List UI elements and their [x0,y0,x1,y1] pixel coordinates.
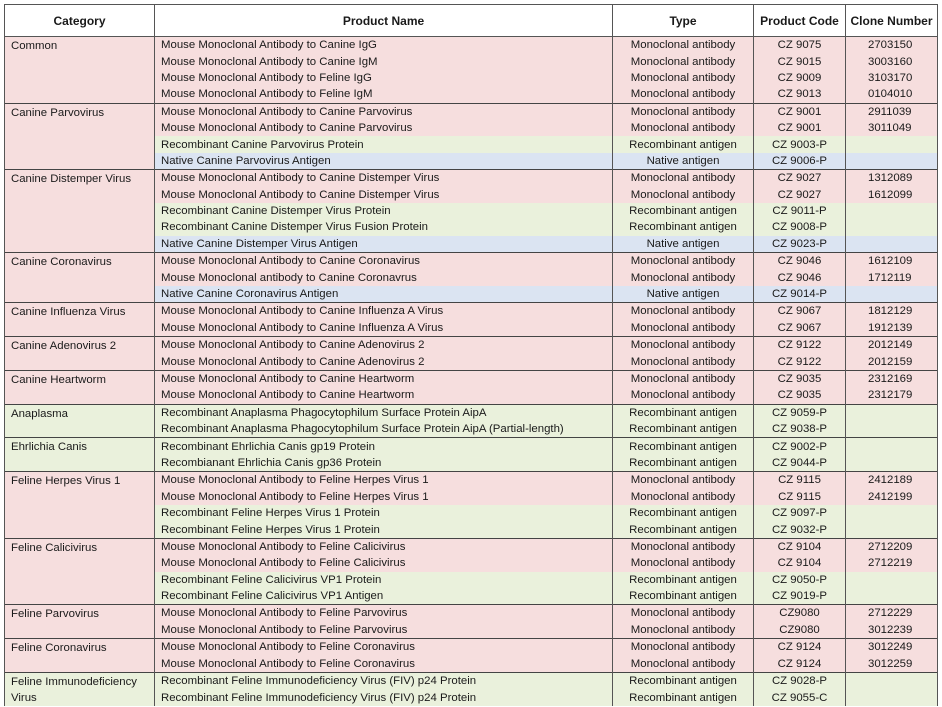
product-code-cell: CZ9080 [754,622,846,639]
clone-number-cell: 1812129 [846,303,938,320]
product-code-cell: CZ 9044-P [754,455,846,472]
clone-number-cell [846,572,938,588]
table-row [5,337,938,354]
product-code-cell: CZ 9059-P [754,404,846,421]
product-name-cell: Recombinant Canine Distemper Virus Protein [155,203,613,219]
product-name-cell: Recombinant Feline Calicivirus VP1 Antigen [155,588,613,605]
clone-number-cell: 3003160 [846,53,938,69]
product-code-cell: CZ 9122 [754,337,846,354]
product-code-cell: CZ 9027 [754,170,846,187]
type-cell: Recombinant antigen [613,505,754,521]
product-code-cell: CZ 9050-P [754,572,846,588]
clone-number-cell [846,672,938,689]
product-name-cell: Mouse Monoclonal Antibody to Canine Parvovirus [155,120,613,136]
product-name-cell: Recombinant Feline Immunodeficiency Virus (FIV) p24 Protein [155,689,613,706]
product-name-cell: Recombinant Ehrlichia Canis gp19 Protein [155,438,613,455]
type-cell: Native antigen [613,153,754,170]
table-row [5,303,938,320]
type-cell: Monoclonal antibody [613,103,754,120]
table-row [5,37,938,54]
product-code-cell: CZ 9067 [754,303,846,320]
type-cell: Recombinant antigen [613,136,754,152]
type-cell: Monoclonal antibody [613,253,754,270]
clone-number-cell: 2312169 [846,370,938,387]
header-category: Category [5,5,155,37]
type-cell: Recombinant antigen [613,219,754,235]
clone-number-cell [846,521,938,538]
type-cell: Native antigen [613,236,754,253]
clone-number-cell [846,136,938,152]
clone-number-cell: 3011049 [846,120,938,136]
product-code-cell: CZ 9075 [754,37,846,54]
product-code-cell: CZ 9032-P [754,521,846,538]
product-code-cell: CZ 9104 [754,538,846,555]
product-name-cell: Mouse Monoclonal Antibody to Canine Parvovirus [155,103,613,120]
product-code-cell: CZ 9124 [754,655,846,672]
type-cell: Recombinant antigen [613,421,754,438]
product-code-cell: CZ 9046 [754,253,846,270]
product-name-cell: Mouse Monoclonal Antibody to Canine Heartworm [155,370,613,387]
product-name-cell: Mouse Monoclonal Antibody to Canine IgG [155,37,613,54]
product-name-cell: Mouse Monoclonal Antibody to Canine Coronavirus [155,253,613,270]
product-code-cell: CZ 9122 [754,353,846,370]
product-name-cell: Mouse Monoclonal Antibody to Canine Influenza A Virus [155,303,613,320]
product-code-cell: CZ 9001 [754,103,846,120]
clone-number-cell [846,286,938,303]
type-cell: Monoclonal antibody [613,538,754,555]
header-clone-number: Clone Number [846,5,938,37]
category-cell: Anaplasma [5,404,155,438]
table-row [5,605,938,622]
type-cell: Monoclonal antibody [613,387,754,404]
table-row [5,438,938,455]
clone-number-cell: 3012259 [846,655,938,672]
category-cell: Canine Heartworm [5,370,155,404]
product-name-cell: Mouse Monoclonal Antibody to Canine Influenza A Virus [155,320,613,337]
clone-number-cell [846,438,938,455]
header-product-name: Product Name [155,5,613,37]
type-cell: Monoclonal antibody [613,269,754,285]
product-name-cell: Mouse Monoclonal Antibody to Feline Parvovirus [155,605,613,622]
product-name-cell: Mouse Monoclonal Antibody to Feline IgM [155,86,613,103]
clone-number-cell: 1612099 [846,187,938,203]
product-code-cell: CZ 9038-P [754,421,846,438]
product-code-cell: CZ 9104 [754,555,846,571]
product-name-cell: Mouse Monoclonal Antibody to Canine Distemper Virus [155,170,613,187]
type-cell: Monoclonal antibody [613,622,754,639]
clone-number-cell: 2712229 [846,605,938,622]
product-code-cell: CZ 9115 [754,472,846,489]
product-code-cell: CZ 9115 [754,489,846,505]
product-name-cell: Mouse Monoclonal Antibody to Canine IgM [155,53,613,69]
product-name-cell: Recombinant Feline Herpes Virus 1 Protein [155,521,613,538]
clone-number-cell [846,219,938,235]
clone-number-cell: 1712119 [846,269,938,285]
clone-number-cell: 3012239 [846,622,938,639]
clone-number-cell: 2911039 [846,103,938,120]
clone-number-cell: 3103170 [846,70,938,86]
type-cell: Recombinant antigen [613,438,754,455]
type-cell: Recombinant antigen [613,521,754,538]
product-code-cell: CZ 9002-P [754,438,846,455]
product-code-cell: CZ 9008-P [754,219,846,235]
category-cell: Ehrlichia Canis [5,438,155,472]
clone-number-cell [846,455,938,472]
table-row [5,672,938,689]
type-cell: Monoclonal antibody [613,639,754,656]
category-cell: Canine Adenovirus 2 [5,337,155,371]
product-name-cell: Native Canine Parvovirus Antigen [155,153,613,170]
clone-number-cell: 2712219 [846,555,938,571]
category-cell: Canine Parvovirus [5,103,155,170]
category-cell: Canine Influenza Virus [5,303,155,337]
table-row [5,639,938,656]
product-name-cell: Recombianant Ehrlichia Canis gp36 Protein [155,455,613,472]
product-code-cell: CZ 9009 [754,70,846,86]
type-cell: Monoclonal antibody [613,605,754,622]
clone-number-cell: 1912139 [846,320,938,337]
product-code-cell: CZ9080 [754,605,846,622]
clone-number-cell [846,421,938,438]
product-name-cell: Mouse Monoclonal Antibody to Canine Adenovirus 2 [155,353,613,370]
product-code-cell: CZ 9035 [754,370,846,387]
product-name-cell: Native Canine Distemper Virus Antigen [155,236,613,253]
clone-number-cell [846,153,938,170]
product-code-cell: CZ 9035 [754,387,846,404]
type-cell: Monoclonal antibody [613,187,754,203]
product-code-cell: CZ 9028-P [754,672,846,689]
clone-number-cell: 2712209 [846,538,938,555]
type-cell: Recombinant antigen [613,672,754,689]
type-cell: Monoclonal antibody [613,303,754,320]
product-name-cell: Mouse Monoclonal antibody to Canine Coronavrus [155,269,613,285]
clone-number-cell [846,404,938,421]
product-table [4,4,938,706]
type-cell: Monoclonal antibody [613,370,754,387]
product-name-cell: Mouse Monoclonal Antibody to Feline IgG [155,70,613,86]
type-cell: Recombinant antigen [613,572,754,588]
product-name-cell: Recombinant Feline Calicivirus VP1 Protein [155,572,613,588]
clone-number-cell [846,505,938,521]
clone-number-cell [846,236,938,253]
product-name-cell: Mouse Monoclonal Antibody to Feline Coronavirus [155,639,613,656]
type-cell: Monoclonal antibody [613,655,754,672]
type-cell: Recombinant antigen [613,455,754,472]
category-cell: Feline Calicivirus [5,538,155,605]
type-cell: Native antigen [613,286,754,303]
product-name-cell: Mouse Monoclonal Antibody to Feline Calicivirus [155,555,613,571]
type-cell: Monoclonal antibody [613,320,754,337]
product-code-cell: CZ 9019-P [754,588,846,605]
clone-number-cell: 3012249 [846,639,938,656]
clone-number-cell [846,588,938,605]
product-code-cell: CZ 9046 [754,269,846,285]
product-code-cell: CZ 9015 [754,53,846,69]
type-cell: Recombinant antigen [613,588,754,605]
clone-number-cell: 1312089 [846,170,938,187]
product-code-cell: CZ 9003-P [754,136,846,152]
category-cell: Feline Immunodeficiency Virus [5,672,155,706]
header-product-code: Product Code [754,5,846,37]
type-cell: Monoclonal antibody [613,489,754,505]
type-cell: Monoclonal antibody [613,70,754,86]
type-cell: Monoclonal antibody [613,170,754,187]
category-cell: Canine Distemper Virus [5,170,155,253]
product-name-cell: Mouse Monoclonal Antibody to Canine Distemper Virus [155,187,613,203]
clone-number-cell: 2412189 [846,472,938,489]
table-row [5,253,938,270]
product-name-cell: Recombinant Canine Distemper Virus Fusion Protein [155,219,613,235]
product-code-cell: CZ 9124 [754,639,846,656]
product-code-cell: CZ 9014-P [754,286,846,303]
table-row [5,538,938,555]
table-row [5,404,938,421]
product-name-cell: Mouse Monoclonal Antibody to Canine Adenovirus 2 [155,337,613,354]
category-cell: Feline Coronavirus [5,639,155,673]
type-cell: Monoclonal antibody [613,86,754,103]
product-name-cell: Recombinant Canine Parvovirus Protein [155,136,613,152]
clone-number-cell [846,203,938,219]
product-name-cell: Mouse Monoclonal Antibody to Canine Heartworm [155,387,613,404]
product-name-cell: Native Canine Coronavirus Antigen [155,286,613,303]
product-code-cell: CZ 9027 [754,187,846,203]
product-name-cell: Mouse Monoclonal Antibody to Feline Herpes Virus 1 [155,472,613,489]
clone-number-cell: 1612109 [846,253,938,270]
type-cell: Monoclonal antibody [613,337,754,354]
table-header [5,5,938,37]
table-row [5,103,938,120]
table-body [5,37,938,706]
category-cell: Feline Herpes Virus 1 [5,472,155,539]
type-cell: Monoclonal antibody [613,53,754,69]
product-code-cell: CZ 9023-P [754,236,846,253]
type-cell: Monoclonal antibody [613,555,754,571]
product-code-cell: CZ 9011-P [754,203,846,219]
product-code-cell: CZ 9006-P [754,153,846,170]
product-code-cell: CZ 9097-P [754,505,846,521]
clone-number-cell: 2012149 [846,337,938,354]
product-name-cell: Mouse Monoclonal Antibody to Feline Parvovirus [155,622,613,639]
type-cell: Recombinant antigen [613,689,754,706]
category-cell: Canine Coronavirus [5,253,155,303]
type-cell: Monoclonal antibody [613,472,754,489]
product-name-cell: Recombinant Feline Herpes Virus 1 Protein [155,505,613,521]
table-row [5,170,938,187]
product-name-cell: Mouse Monoclonal Antibody to Feline Calicivirus [155,538,613,555]
clone-number-cell: 0104010 [846,86,938,103]
product-code-cell: CZ 9055-C [754,689,846,706]
type-cell: Monoclonal antibody [613,120,754,136]
type-cell: Monoclonal antibody [613,37,754,54]
product-name-cell: Recombinant Anaplasma Phagocytophilum Surface Protein AipA [155,404,613,421]
product-name-cell: Recombinant Anaplasma Phagocytophilum Surface Protein AipA (Partial-length) [155,421,613,438]
product-name-cell: Recombinant Feline Immunodeficiency Virus (FIV) p24 Protein [155,672,613,689]
table-row [5,370,938,387]
type-cell: Monoclonal antibody [613,353,754,370]
product-code-cell: CZ 9001 [754,120,846,136]
category-cell: Common [5,37,155,104]
table-row [5,472,938,489]
clone-number-cell: 2312179 [846,387,938,404]
type-cell: Recombinant antigen [613,203,754,219]
header-type: Type [613,5,754,37]
product-code-cell: CZ 9013 [754,86,846,103]
product-code-cell: CZ 9067 [754,320,846,337]
product-name-cell: Mouse Monoclonal Antibody to Feline Coronavirus [155,655,613,672]
clone-number-cell: 2703150 [846,37,938,54]
clone-number-cell: 2412199 [846,489,938,505]
clone-number-cell [846,689,938,706]
type-cell: Recombinant antigen [613,404,754,421]
category-cell: Feline Parvovirus [5,605,155,639]
product-name-cell: Mouse Monoclonal Antibody to Feline Herpes Virus 1 [155,489,613,505]
clone-number-cell: 2012159 [846,353,938,370]
